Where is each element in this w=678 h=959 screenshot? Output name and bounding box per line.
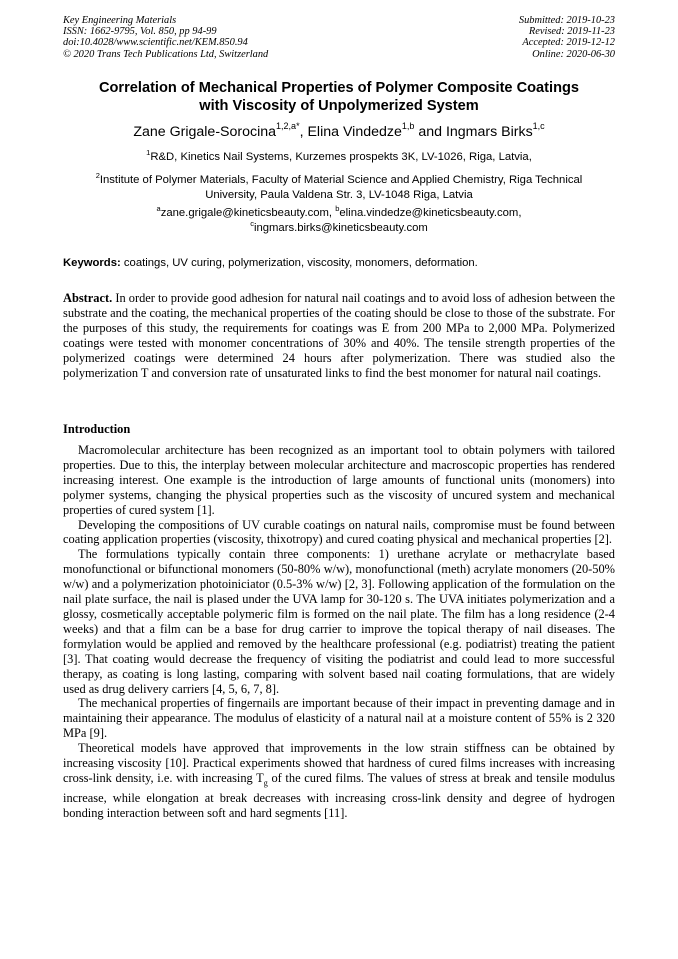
paragraph-part: Theoretical models have approved that improvements in the low strain stiffness can be obtained by increasing viscosity [10]. Practical experiments showed that hardness of cured films increases with increasing cross-link density, i.e. with increasing T	[63, 741, 615, 785]
date-online: Online: 2020-06-30	[532, 48, 615, 60]
paragraph	[63, 741, 615, 821]
affiliation-2-line-1: Institute of Polymer Materials, Faculty of Material Science and Applied Chemistry, Riga Technical	[99, 174, 583, 186]
introduction-body	[63, 443, 615, 821]
journal-info	[63, 15, 268, 60]
affiliation-2-marker: 2	[95, 171, 100, 181]
date-accepted: Accepted: 2019-12-12	[522, 37, 615, 49]
journal-copyright: © 2020 Trans Tech Publications Ltd, Switzerland	[63, 48, 269, 60]
paragraph: Developing the compositions of UV curable coatings on natural nails, compromise must be found between coating application properties (viscosity, thixotropy) and cured coating physical and mechanical properties [2].	[63, 517, 615, 547]
journal-doi: doi:10.4028/www.scientific.net/KEM.850.94	[63, 37, 248, 49]
email-c-marker: c	[250, 218, 254, 228]
email-c: ingmars.birks@kineticsbeauty.com	[253, 221, 428, 234]
author-3-affil: 1,c	[532, 121, 545, 132]
date-revised: Revised: 2019-11-23	[528, 26, 615, 38]
author-2: Elina Vindedze	[307, 124, 402, 140]
paragraph: Macromolecular architecture has been recognized as an important tool to obtain polymers with tailored properties. Due to this, the interplay between molecular architecture and macroscopic properties has rendered increasing interest. One example is the introduction of large amounts of functional units (monomers) into polymer systems, changing the physical properties such as the viscosity of uncured system and mechanical properties of cured system [1].	[63, 443, 615, 517]
keywords	[63, 256, 615, 270]
paragraph: The mechanical properties of fingernails are important because of their impact in preventing damage and in maintaining their appearance. The modulus of elasticity of a natural nail at a moisture content of 55% is 2 320 MPa [9].	[63, 696, 615, 741]
title-line-1: Correlation of Mechanical Properties of Polymer Composite Coatings	[98, 80, 580, 96]
email-b: elina.vindedze@kineticsbeauty.com,	[339, 207, 522, 219]
abstract-text: In order to provide good adhesion for natural nail coatings and to avoid loss of adhesion between the substrate and the coating, the mechanical properties of the coating should be close to those of the substrate. For the purposes of this study, the requirements for coatings was E from 200 MPa to 2,000 MPa. Polymerized coatings were tested with monomer concentrations of 30% and 40%. The tensile strength properties of the polymerized coatings were determined 24 hours after polymerization. There was studied also the polymerization T and conversion rate of unsaturated links to find the best monomer for natural nail coatings.	[63, 291, 615, 380]
title-line-2: with Viscosity of Unpolymerized System	[199, 97, 479, 114]
email-a-marker: a	[156, 204, 161, 214]
date-submitted: Submitted: 2019-10-23	[518, 15, 615, 26]
affiliation-1-text: R&D, Kinetics Nail Systems, Kurzemes prospekts 3K, LV-1026, Riga, Latvia,	[150, 151, 532, 163]
affiliation-2-line-2: University, Paula Valdena Str. 3, LV-1048 Riga, Latvia	[205, 188, 473, 201]
abstract-label: Abstract.	[63, 291, 113, 305]
email-b-marker: b	[335, 204, 340, 214]
journal-issn: ISSN: 1662-9795, Vol. 850, pp 94-99	[63, 26, 217, 38]
author-separator: and	[414, 124, 446, 140]
author-1-affil: 1,2,a*	[276, 121, 300, 132]
affiliation-1	[63, 150, 615, 165]
paragraph: The formulations typically contain three components: 1) urethane acrylate or methacrylate based monofunctional or bifunctional monomers (50-80% w/w), monofunctional (meth) acrylate monomers (20-50% w/w) and a polymerization photoiniciator (0.5-3% w/w) [2, 3]. Following application of the formulation on the nail plate surface, the nail is plased under the UVA lamp for 30-120 s. The UVA initiates polymerization and a glossy, cosmetically acceptable polymeric film is formed on the nail plate. The film has a long residence (2-4 weeks) and that a film can be a base for drug carrier to improve the topical therapy of nail diseases. The formylation would be applied and removed by the healthcare professional (e.g. podiatrist) treating the patient [3]. That coating would decrease the frequency of visiting the podiatrist and could lead to more successful therapy, as coating is long lasting, comparing with solvent based nail coating formulations, that are widely used as drug delivery carriers [4, 5, 6, 7, 8].	[63, 547, 615, 696]
paragraph-part: of the cured films. The values of stress at break and tensile modulus increase, while elongation at break decreases with increasing cross-link density and degree of hydrogen bonding interaction between soft and hard segments [11].	[63, 770, 615, 821]
author-1: Zane Grigale-Sorocina	[133, 124, 277, 140]
keywords-label: Keywords:	[63, 257, 121, 269]
abstract	[63, 291, 615, 380]
author-separator: ,	[299, 124, 308, 140]
author-3: Ingmars Birks	[445, 124, 533, 140]
tg-subscript: g	[263, 778, 268, 788]
email-a: zane.grigale@kineticsbeauty.com,	[160, 207, 336, 219]
journal-name: Key Engineering Materials	[63, 15, 177, 26]
keywords-text: coatings, UV curing, polymerization, viscosity, monomers, deformation.	[120, 257, 478, 269]
paper-title	[63, 80, 615, 115]
submission-dates	[519, 15, 615, 60]
author-2-affil: 1,b	[401, 121, 415, 132]
introduction-heading: Introduction	[63, 422, 131, 436]
author-list	[63, 123, 615, 141]
affiliation-2	[63, 173, 615, 202]
affiliation-1-marker: 1	[146, 148, 151, 158]
author-emails	[63, 206, 615, 235]
